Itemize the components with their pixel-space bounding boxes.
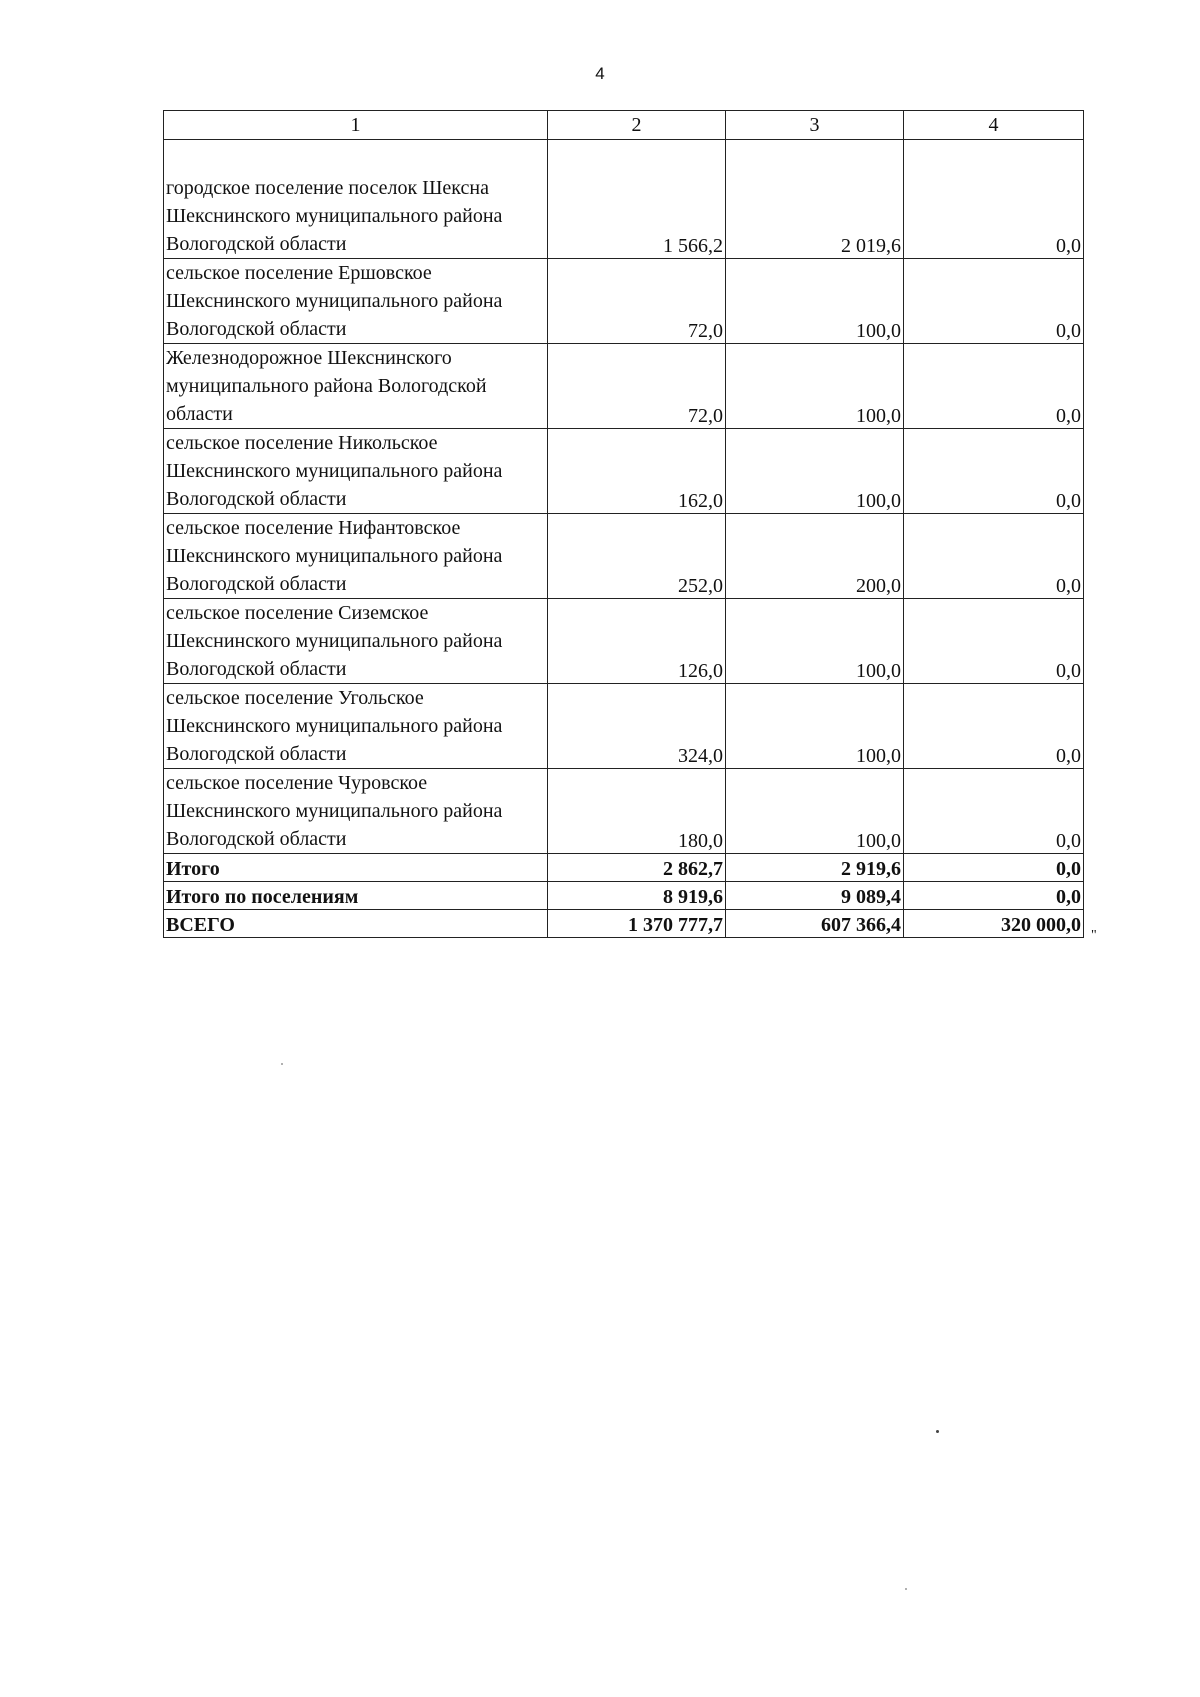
table-header bbox=[164, 111, 1084, 140]
value-col-2: 8 919,6 bbox=[548, 882, 726, 910]
settlement-name: сельское поселение Нифантовское Шекснинского муниципального района Вологодской области bbox=[164, 514, 548, 599]
scan-speck bbox=[905, 1588, 907, 1590]
value-col-2: 72,0 bbox=[548, 344, 726, 429]
table-row bbox=[164, 429, 1084, 514]
value-col-3: 2 919,6 bbox=[726, 854, 904, 882]
table-row bbox=[164, 514, 1084, 599]
table-body bbox=[164, 140, 1084, 938]
value-col-3: 100,0 bbox=[726, 259, 904, 344]
value-col-3: 100,0 bbox=[726, 429, 904, 514]
value-col-2: 180,0 bbox=[548, 769, 726, 854]
settlement-name: городское поселение поселок Шексна Шекснинского муниципального района Вологодской области bbox=[164, 140, 548, 259]
value-col-4: 0,0 bbox=[904, 140, 1084, 259]
column-header-3: 3 bbox=[726, 111, 904, 140]
value-col-3: 100,0 bbox=[726, 344, 904, 429]
total-label: ВСЕГО bbox=[164, 910, 548, 938]
table-row bbox=[164, 259, 1084, 344]
settlement-name: сельское поселение Ершовское Шекснинского муниципального района Вологодской области bbox=[164, 259, 548, 344]
value-col-4: 0,0 bbox=[904, 599, 1084, 684]
value-col-4: 0,0 bbox=[904, 429, 1084, 514]
value-col-4: 0,0 bbox=[904, 684, 1084, 769]
settlement-name: сельское поселение Никольское Шекснинского муниципального района Вологодской области bbox=[164, 429, 548, 514]
page-number: 4 bbox=[595, 64, 605, 83]
value-col-2: 126,0 bbox=[548, 599, 726, 684]
header-row bbox=[164, 111, 1084, 140]
scan-speck bbox=[281, 1063, 283, 1065]
scan-speck bbox=[936, 1430, 939, 1433]
value-col-3: 200,0 bbox=[726, 514, 904, 599]
table-row bbox=[164, 140, 1084, 259]
value-col-4: 0,0 bbox=[904, 854, 1084, 882]
value-col-2: 72,0 bbox=[548, 259, 726, 344]
settlement-name: сельское поселение Чуровское Шекснинского муниципального района Вологодской области bbox=[164, 769, 548, 854]
value-col-3: 9 089,4 bbox=[726, 882, 904, 910]
total-label: Итого bbox=[164, 854, 548, 882]
closing-quote-mark: " bbox=[1091, 928, 1097, 943]
value-col-3: 100,0 bbox=[726, 684, 904, 769]
settlement-name: сельское поселение Угольское Шекснинского муниципального района Вологодской области bbox=[164, 684, 548, 769]
column-header-1: 1 bbox=[164, 111, 548, 140]
value-col-2: 2 862,7 bbox=[548, 854, 726, 882]
budget-table bbox=[163, 110, 1084, 938]
value-col-4: 0,0 bbox=[904, 514, 1084, 599]
table-row bbox=[164, 769, 1084, 854]
settlement-name: Железнодорожное Шекснинского муниципального района Вологодской области bbox=[164, 344, 548, 429]
total-label: Итого по поселениям bbox=[164, 882, 548, 910]
value-col-2: 162,0 bbox=[548, 429, 726, 514]
grand-total-row bbox=[164, 910, 1084, 938]
value-col-2: 252,0 bbox=[548, 514, 726, 599]
column-header-2: 2 bbox=[548, 111, 726, 140]
settlements-total-row bbox=[164, 882, 1084, 910]
value-col-4: 0,0 bbox=[904, 882, 1084, 910]
value-col-3: 607 366,4 bbox=[726, 910, 904, 938]
value-col-4: 0,0 bbox=[904, 259, 1084, 344]
value-col-4: 0,0 bbox=[904, 344, 1084, 429]
table-row bbox=[164, 684, 1084, 769]
table-row bbox=[164, 599, 1084, 684]
settlement-name: сельское поселение Сиземское Шекснинского муниципального района Вологодской области bbox=[164, 599, 548, 684]
value-col-2: 324,0 bbox=[548, 684, 726, 769]
value-col-3: 100,0 bbox=[726, 599, 904, 684]
value-col-4: 320 000,0 bbox=[904, 910, 1084, 938]
value-col-2: 1 566,2 bbox=[548, 140, 726, 259]
subtotal-row bbox=[164, 854, 1084, 882]
value-col-3: 100,0 bbox=[726, 769, 904, 854]
column-header-4: 4 bbox=[904, 111, 1084, 140]
value-col-4: 0,0 bbox=[904, 769, 1084, 854]
value-col-3: 2 019,6 bbox=[726, 140, 904, 259]
value-col-2: 1 370 777,7 bbox=[548, 910, 726, 938]
table-row bbox=[164, 344, 1084, 429]
